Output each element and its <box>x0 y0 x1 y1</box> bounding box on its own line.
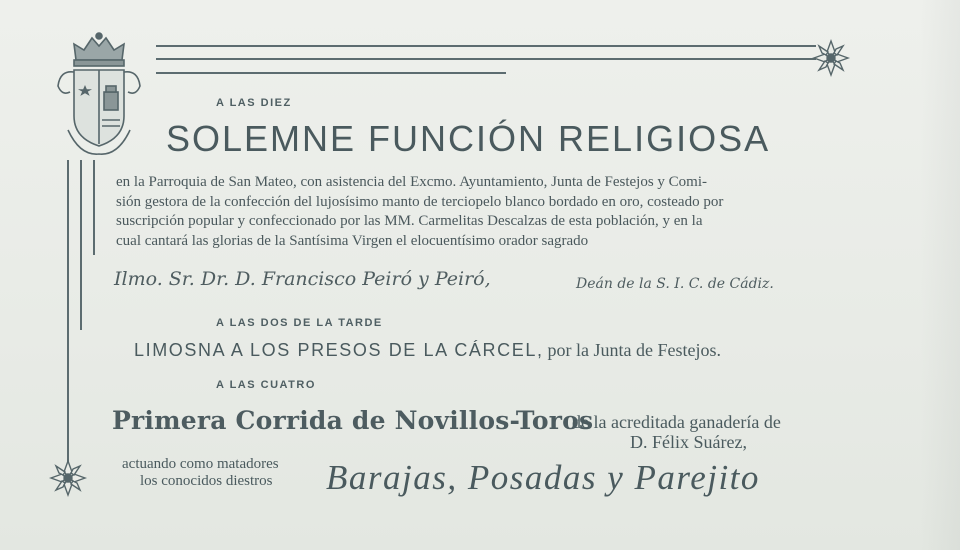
time-heading-two: A LAS DOS DE LA TARDE <box>216 317 383 329</box>
ranch-owner: D. Félix Suárez, <box>630 432 747 452</box>
left-rule-2 <box>80 160 82 330</box>
top-rule-2 <box>156 58 816 60</box>
top-rule-3 <box>156 72 506 74</box>
coat-of-arms-icon <box>52 30 146 158</box>
matadors-intro-2: los conocidos diestros <box>140 473 273 489</box>
alms-rest: por la Junta de Festejos. <box>547 340 722 360</box>
flower-ornament-icon <box>811 38 851 78</box>
description-line: cual cantará las glorias de la Santísima Virgen el elocuentísimo orador sagrado <box>116 232 589 249</box>
flower-ornament-icon <box>48 458 88 498</box>
time-heading-four: A LAS CUATRO <box>216 379 316 391</box>
description-line: en la Parroquia de San Mateo, con asistencia del Excmo. Ayuntamiento, Junta de Festejos y Comi- <box>116 174 707 190</box>
orator-name: Ilmo. Sr. Dr. D. Francisco Peiró y Peiró, <box>114 268 491 290</box>
alms-line <box>134 340 721 361</box>
left-rule-3 <box>93 160 95 255</box>
description-line: suscripción popular y confeccionado por las MM. Carmelitas Descalzas de esta población, y en la <box>116 213 703 229</box>
ranch-line: de la acreditada ganadería de <box>572 412 781 432</box>
paper-edge <box>920 0 960 550</box>
event-title: SOLEMNE FUNCIÓN RELIGIOSA <box>166 118 771 159</box>
event-description <box>116 173 852 251</box>
matadors-intro: actuando como matadores <box>122 456 279 472</box>
orator-title: Deán de la S. I. C. de Cádiz. <box>576 276 774 292</box>
matadors-names: Barajas, Posadas y Parejito <box>326 458 760 497</box>
top-rule-1 <box>156 45 816 47</box>
alms-caps: LIMOSNA A LOS PRESOS DE LA CÁRCEL, <box>134 340 544 360</box>
description-line: sión gestora de la confección del lujosísimo manto de terciopelo blanco bordado en oro, costeado por <box>116 193 724 210</box>
bullfight-title: Primera Corrida de Novillos-Toros <box>112 406 594 435</box>
left-rule-1 <box>67 160 69 462</box>
time-heading-ten: A LAS DIEZ <box>216 97 292 109</box>
